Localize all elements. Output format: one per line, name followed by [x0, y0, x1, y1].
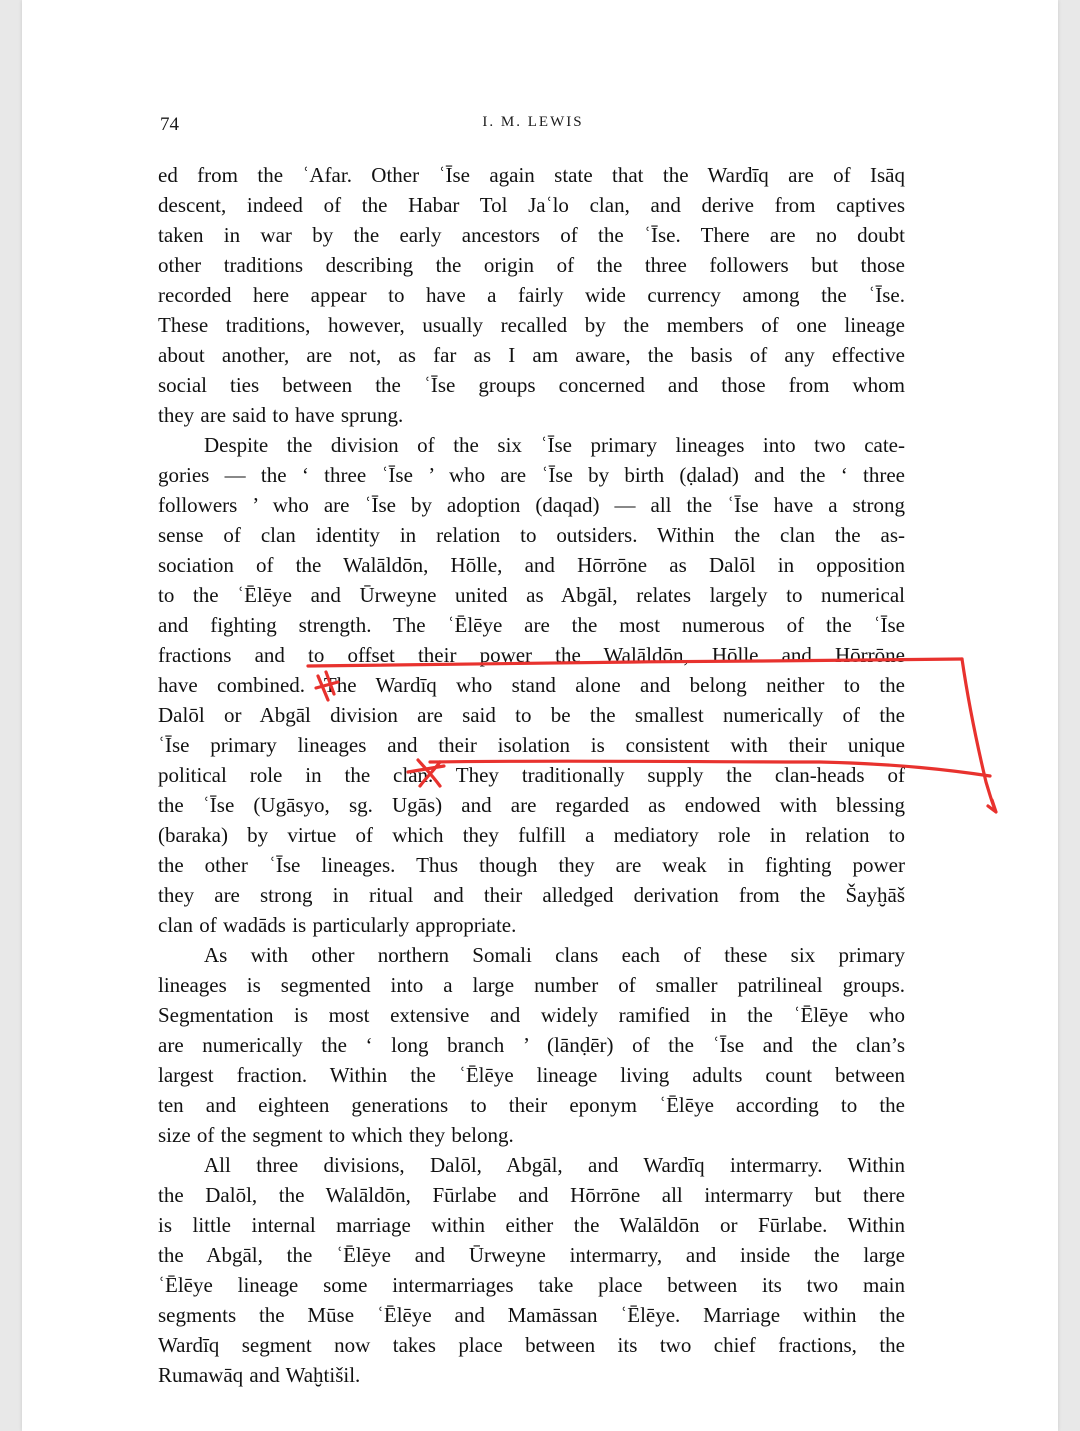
paragraph	[158, 430, 905, 940]
text-line: social ties between the ʿĪse groups concerned and those from whom	[158, 373, 905, 397]
text-line: Rumawāq and Waḫtišil.	[158, 1363, 361, 1387]
text-line: ten and eighteen generations to their eponym ʿĒlēye according to the	[158, 1093, 905, 1117]
text-line: Dalōl or Abgāl division are said to be the smallest numerically of the	[158, 703, 905, 727]
text-line: clan of wadāds is particularly appropriate.	[158, 913, 517, 937]
text-line: taken in war by the early ancestors of the ʿĪse. There are no doubt	[158, 223, 905, 247]
page-number: 74	[160, 114, 179, 135]
text-line: about another, are not, as far as I am aware, the basis of any effective	[158, 343, 905, 367]
running-head: I. M. LEWIS	[482, 114, 584, 130]
text-line: they are said to have sprung.	[158, 403, 404, 427]
text-line: other traditions describing the origin of the three followers but those	[158, 253, 905, 277]
text-line: have combined. The Wardīq who stand alone and belong neither to the	[158, 673, 905, 697]
page-header	[160, 110, 906, 140]
paragraph	[158, 1150, 905, 1390]
paragraph	[158, 940, 905, 1150]
text-line: As with other northern Somali clans each of these six primary	[204, 943, 905, 967]
text-line: ed from the ʿAfar. Other ʿĪse again state that the Wardīq are of Isāq	[158, 163, 905, 187]
text-line: to the ʿĒlēye and Ūrweyne united as Abgāl, relates largely to numerical	[158, 583, 905, 607]
text-line: political role in the clan. They traditionally supply the clan-heads of	[158, 763, 905, 787]
text-line: fractions and to offset their power the Walāldōn, Hōlle and Hōrrōne	[158, 643, 905, 667]
text-line: the ʿĪse (Ugāsyo, sg. Ugās) and are regarded as endowed with blessing	[158, 793, 905, 817]
text-line: lineages is segmented into a large number of smaller patrilineal groups.	[158, 973, 905, 997]
text-line: Segmentation is most extensive and widely ramified in the ʿĒlēye who	[158, 1003, 905, 1027]
text-line: the Dalōl, the Walāldōn, Fūrlabe and Hōrrōne all intermarry but there	[158, 1183, 905, 1207]
text-line: size of the segment to which they belong.	[158, 1123, 514, 1147]
body-text	[158, 160, 905, 1390]
text-line: the Abgāl, the ʿĒlēye and Ūrweyne intermarry, and inside the large	[158, 1243, 905, 1267]
text-line: These traditions, however, usually recalled by the members of one lineage	[158, 313, 905, 337]
text-line: segments the Mūse ʿĒlēye and Mamāssan ʿĒlēye. Marriage within the	[158, 1303, 905, 1327]
text-line: Wardīq segment now takes place between its two chief fractions, the	[158, 1333, 905, 1357]
text-line: ʿĪse primary lineages and their isolation is consistent with their unique	[158, 733, 905, 757]
text-line: are numerically the ‘ long branch ’ (lānḍēr) of the ʿĪse and the clan’s	[158, 1033, 905, 1057]
text-line: sociation of the Walāldōn, Hōlle, and Hōrrōne as Dalōl in opposition	[158, 553, 905, 577]
text-line: gories — the ‘ three ʿĪse ’ who are ʿĪse by birth (ḍalad) and the ‘ three	[158, 463, 905, 487]
paragraph	[158, 160, 905, 430]
text-line: they are strong in ritual and their alledged derivation from the Šayḫāš	[158, 883, 905, 907]
text-line: and fighting strength. The ʿĒlēye are the most numerous of the ʿĪse	[158, 613, 905, 637]
text-line: recorded here appear to have a fairly wide currency among the ʿĪse.	[158, 283, 905, 307]
text-line: ʿĒlēye lineage some intermarriages take place between its two main	[158, 1273, 905, 1297]
text-line: (baraka) by virtue of which they fulfill a mediatory role in relation to	[158, 823, 905, 847]
text-line: is little internal marriage within either the Walāldōn or Fūrlabe. Within	[158, 1213, 905, 1237]
text-line: descent, indeed of the Habar Tol Jaʿlo clan, and derive from captives	[158, 193, 905, 217]
text-line: followers ’ who are ʿĪse by adoption (daqad) — all the ʿĪse have a strong	[158, 493, 905, 517]
text-line: All three divisions, Dalōl, Abgāl, and Wardīq intermarry. Within	[204, 1153, 905, 1177]
text-line: Despite the division of the six ʿĪse primary lineages into two cate-	[204, 433, 905, 457]
text-line: sense of clan identity in relation to outsiders. Within the clan the as-	[158, 523, 905, 547]
text-line: the other ʿĪse lineages. Thus though they are weak in fighting power	[158, 853, 905, 877]
text-line: largest fraction. Within the ʿĒlēye lineage living adults count between	[158, 1063, 905, 1087]
